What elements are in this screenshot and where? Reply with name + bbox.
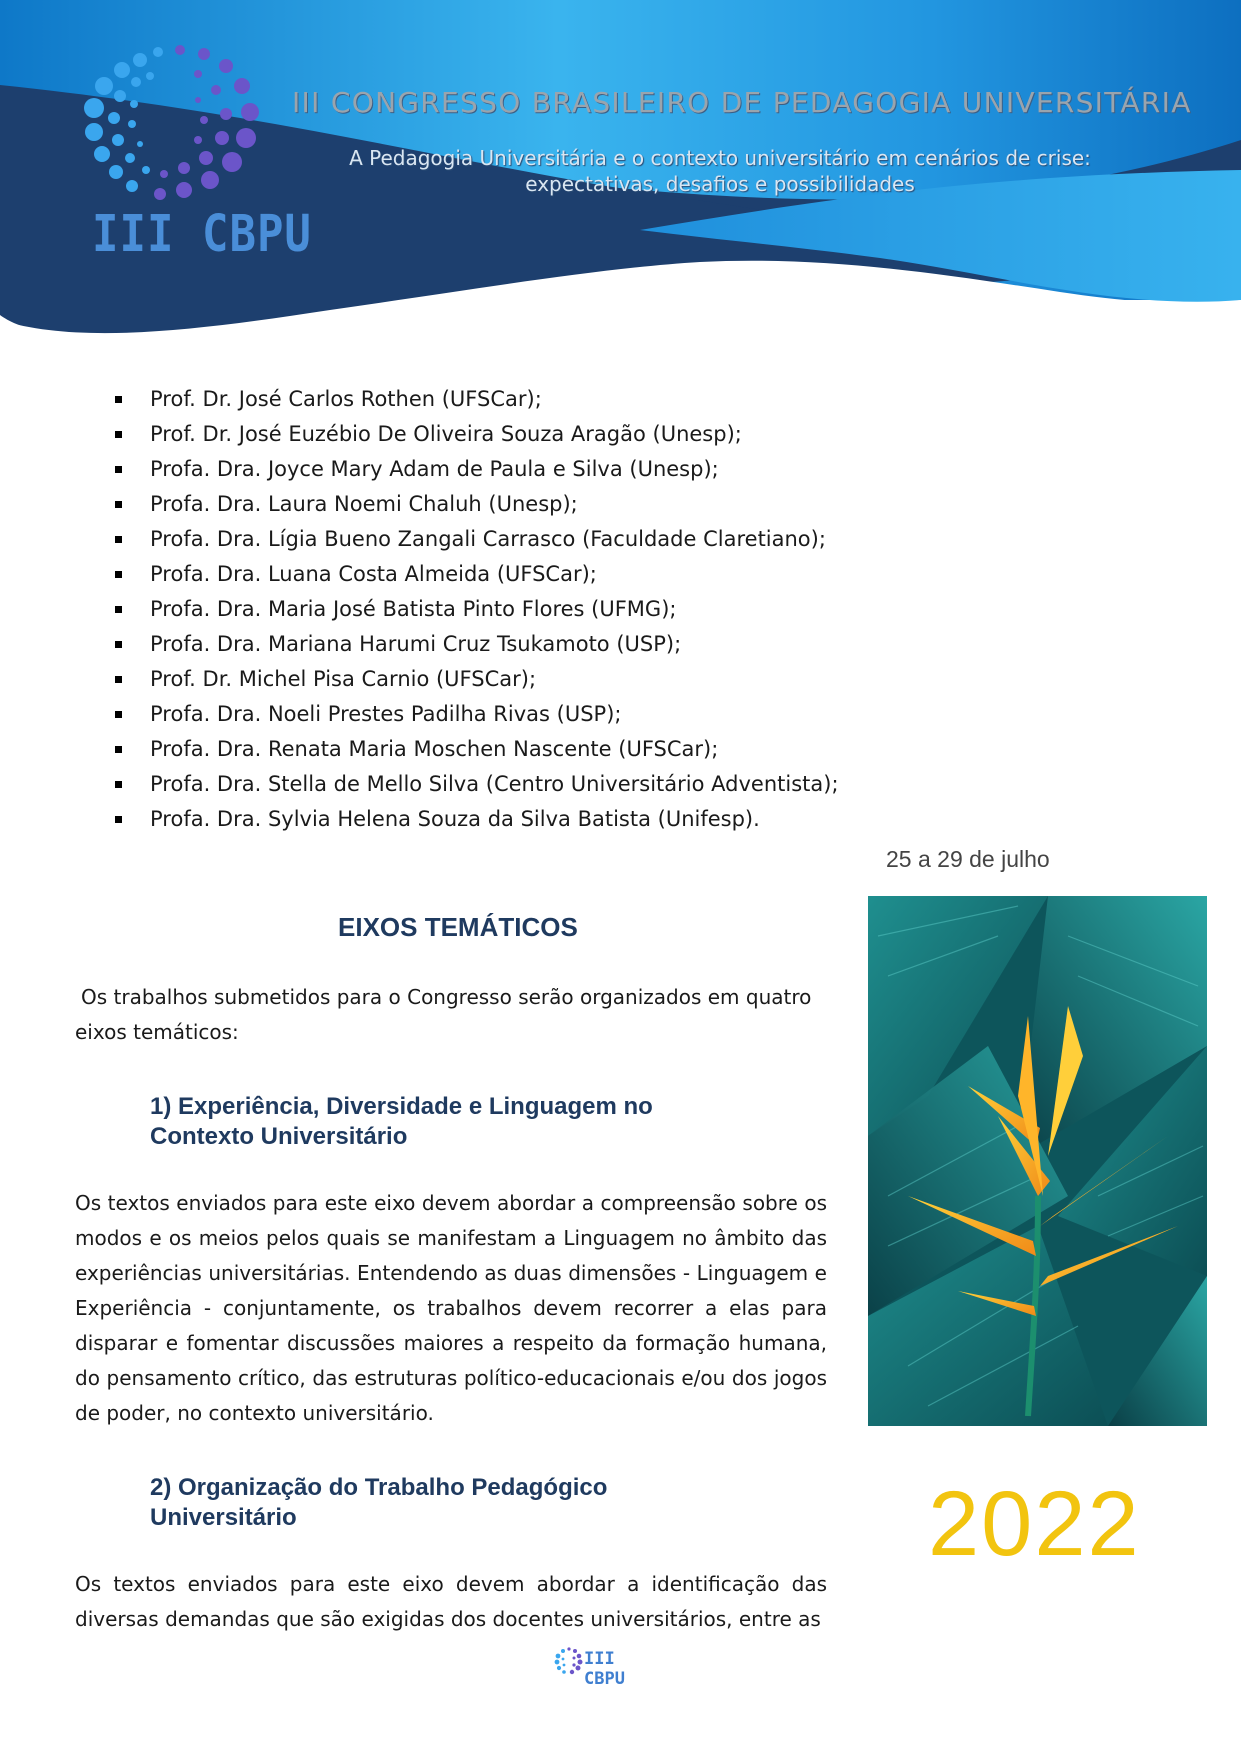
bullet-icon [115, 606, 122, 613]
header-banner [0, 0, 1241, 345]
heliconia-photo [868, 896, 1207, 1426]
bullet-icon [115, 676, 122, 683]
list-item: Profa. Dra. Stella de Mello Silva (Centro Universitário Adventista); [110, 767, 839, 802]
list-item: Profa. Dra. Renata Maria Moschen Nascente (UFSCar); [110, 732, 839, 767]
list-item: Profa. Dra. Joyce Mary Adam de Paula e Silva (Unesp); [110, 452, 839, 487]
section-title: EIXOS TEMÁTICOS [338, 912, 578, 942]
list-item: Profa. Dra. Luana Costa Almeida (UFSCar); [110, 557, 839, 592]
bullet-icon [115, 536, 122, 543]
subtitle-line-2: expectativas, desafios e possibilidades [525, 172, 915, 196]
list-item: Profa. Dra. Maria José Batista Pinto Flores (UFMG); [110, 592, 839, 627]
axis-1-text: Os textos enviados para este eixo devem abordar a compreensão sobre os modos e os meios pelos quais se manifestam a Linguagem no âmbito das experiências universitárias. Entendendo as duas dimensões - Linguagem e Experiência - conjuntamente, os trabalhos devem recorrer a elas para disparar e fomentar discussões maiores a respeito da formação humana, do pensamento crítico, das estruturas político-educacionais e/ou dos jogos de poder, no contexto universitário. [75, 1191, 827, 1425]
list-item: Profa. Dra. Lígia Bueno Zangali Carrasco (Faculdade Claretiano); [110, 522, 839, 557]
bullet-icon [115, 571, 122, 578]
event-year: 2022 [928, 1473, 1141, 1575]
bullet-icon [115, 396, 122, 403]
bullet-icon [115, 501, 122, 508]
list-item: Prof. Dr. José Carlos Rothen (UFSCar); [110, 382, 839, 417]
list-item: Profa. Dra. Mariana Harumi Cruz Tsukamoto (USP); [110, 627, 839, 662]
bullet-icon [115, 816, 122, 823]
event-date: 25 a 29 de julho [886, 846, 1050, 872]
list-item: Prof. Dr. José Euzébio De Oliveira Souza Aragão (Unesp); [110, 417, 839, 452]
bullet-icon [115, 781, 122, 788]
list-item: Profa. Dra. Laura Noemi Chaluh (Unesp); [110, 487, 839, 522]
footer-logo-text: III CBPU [584, 1649, 625, 1689]
list-item: Profa. Dra. Noeli Prestes Padilha Rivas (USP); [110, 697, 839, 732]
bullet-icon [115, 466, 122, 473]
tropical-flower-icon [868, 896, 1207, 1426]
bullet-icon [115, 746, 122, 753]
subtitle-line-1: A Pedagogia Universitária e o contexto universitário em cenários de crise: [349, 146, 1091, 170]
dots-circle-icon [80, 40, 270, 210]
bullet-icon [115, 641, 122, 648]
congress-subtitle [310, 145, 1130, 197]
axis-2-text: Os textos enviados para este eixo devem abordar a identificação das diversas demandas que são exigidas dos docentes universitários, entre as [75, 1572, 827, 1631]
congress-title: III CONGRESSO BRASILEIRO DE PEDAGOGIA UNIVERSITÁRIA [292, 86, 1192, 119]
footer-dots-icon [554, 1646, 584, 1676]
bullet-icon [115, 431, 122, 438]
footer-logo [554, 1646, 664, 1689]
committee-list [110, 382, 839, 837]
list-item: Profa. Dra. Sylvia Helena Souza da Silva Batista (Unifesp). [110, 802, 839, 837]
bullet-icon [115, 711, 122, 718]
logo-text: III CBPU [92, 205, 312, 264]
axis-2-title: 2) Organização do Trabalho Pedagógico Universitário [150, 1474, 608, 1531]
themes-intro: Os trabalhos submetidos para o Congresso serão organizados em quatro eixos temáticos: [75, 985, 812, 1044]
axis-1-title: 1) Experiência, Diversidade e Linguagem no Contexto Universitário [150, 1093, 653, 1150]
list-item: Prof. Dr. Michel Pisa Carnio (UFSCar); [110, 662, 839, 697]
